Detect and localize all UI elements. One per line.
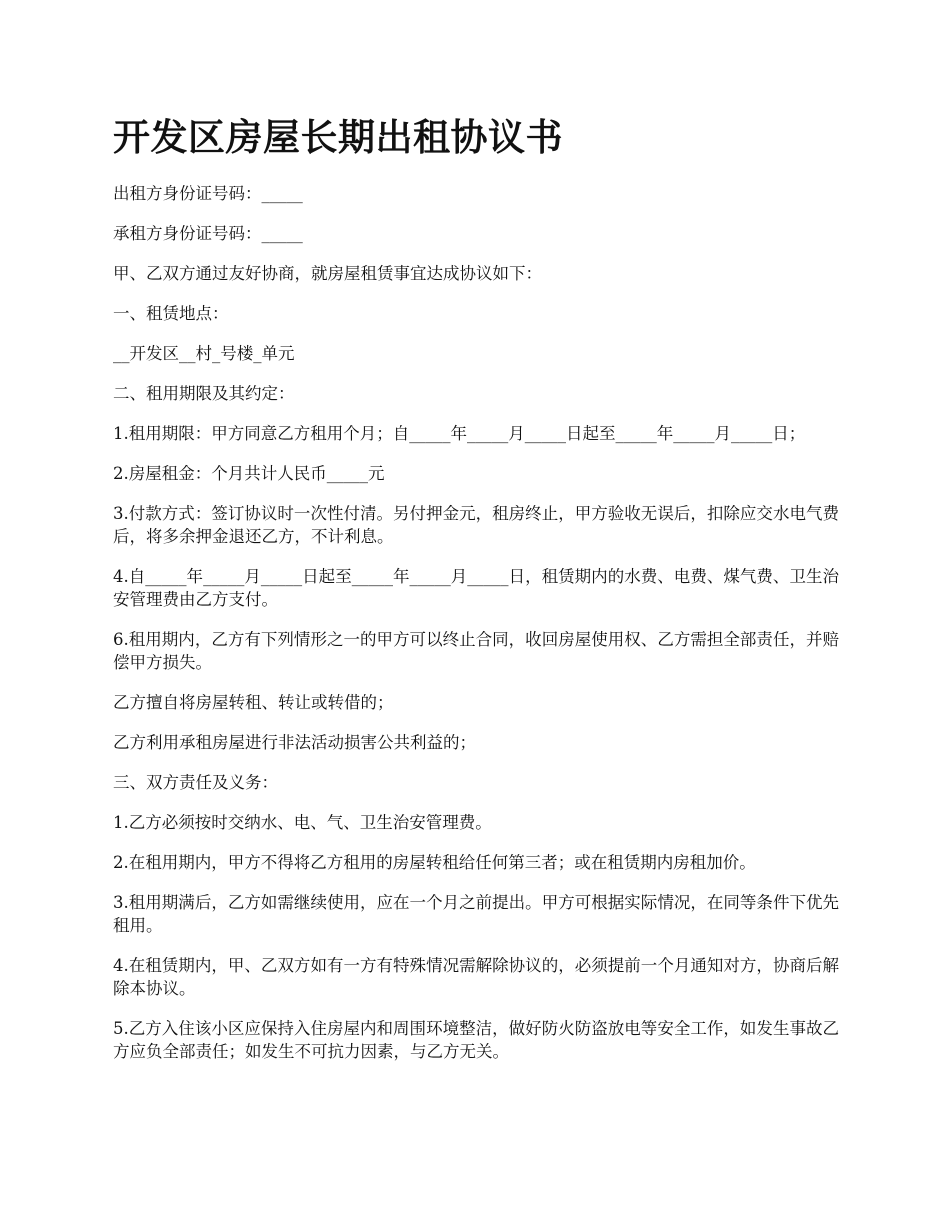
lessor-id-line: 出租方身份证号码：_____ xyxy=(113,184,303,203)
duty-safety: 5.乙方入住该小区应保持入住房屋内和周围环境整洁，做好防火防盗放电等安全工作，如发生事故乙方应负全部责任；如发生不可抗力因素，与乙方无关。 xyxy=(113,1019,839,1061)
duty-no-sublet: 2.在租用期内，甲方不得将乙方租用的房屋转租给任何第三者；或在租赁期内房租加价。 xyxy=(113,853,756,872)
agreement-intro: 甲、乙双方通过友好协商，就房屋租赁事宜达成协议如下： xyxy=(113,264,542,283)
section-heading-location: 一、租赁地点： xyxy=(113,304,229,323)
clause-utilities: 4.自_____年_____月_____日起至_____年_____月_____日，租赁期内的水费、电费、煤气费、卫生治安管理费由乙方支付。 xyxy=(113,567,839,609)
duty-renewal: 3.租用期满后，乙方如需继续使用，应在一个月之前提出。甲方可根据实际情况，在同等条件下优先租用。 xyxy=(113,893,839,935)
clause-rent: 2.房屋租金：个月共计人民币_____元 xyxy=(113,464,385,483)
lessee-id-line: 承租方身份证号码：_____ xyxy=(113,224,303,243)
clause-payment: 3.付款方式：签订协议时一次性付清。另付押金元，租房终止，甲方验收无误后，扣除应交水电气费后，将多余押金退还乙方，不计利息。 xyxy=(113,504,839,546)
document-title: 开发区房屋长期出租协议书 xyxy=(113,115,563,159)
section-heading-duties: 三、双方责任及义务： xyxy=(113,773,278,792)
clause-termination: 6.租用期内，乙方有下列情形之一的甲方可以终止合同，收回房屋使用权、乙方需担全部责任，并赔偿甲方损失。 xyxy=(113,630,839,672)
clause-term: 1.租用期限：甲方同意乙方租用个月；自_____年_____月_____日起至_____年_____月_____日； xyxy=(113,424,806,443)
section-heading-term: 二、租用期限及其约定： xyxy=(113,384,295,403)
duty-fees: 1.乙方必须按时交纳水、电、气、卫生治安管理费。 xyxy=(113,813,492,832)
document-page xyxy=(113,112,839,1080)
location-line: __开发区__村_号楼_单元 xyxy=(113,344,295,363)
duty-early-termination: 4.在租赁期内，甲、乙双方如有一方有特殊情况需解除协议的，必须提前一个月通知对方，协商后解除本协议。 xyxy=(113,956,839,998)
termination-case-illegal: 乙方利用承租房屋进行非法活动损害公共利益的； xyxy=(113,733,476,752)
termination-case-sublet: 乙方擅自将房屋转租、转让或转借的； xyxy=(113,693,394,712)
